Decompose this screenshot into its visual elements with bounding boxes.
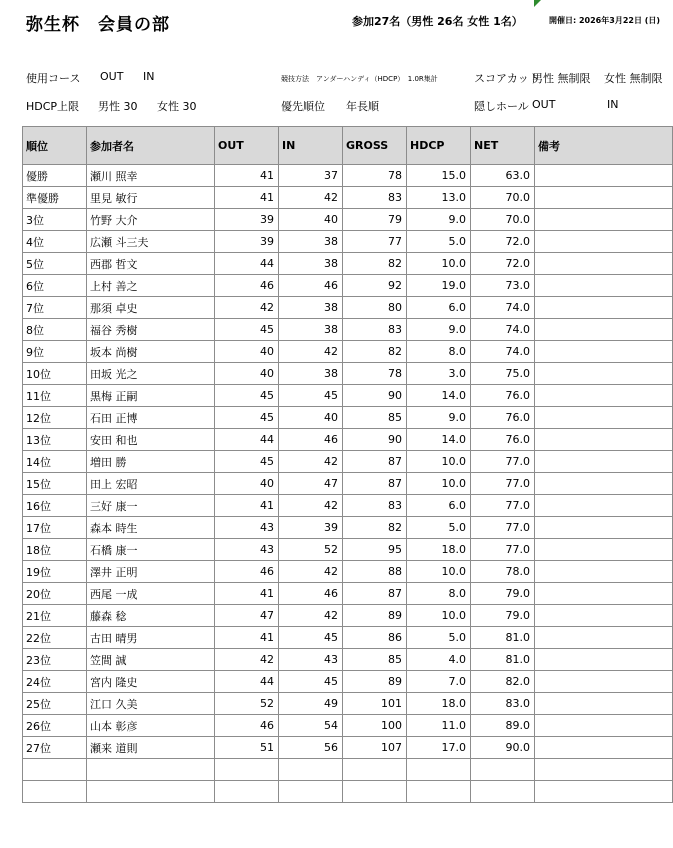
participant-count: 参加27名（男性 26名 女性 1名） [352,15,523,28]
in-cell: 42 [279,495,343,517]
hdcp-cell: 8.0 [407,583,471,605]
out-cell: 44 [215,253,279,275]
table-row [23,693,673,715]
hdcp-limit-label: HDCP上限 [26,100,80,113]
out-cell: 41 [215,495,279,517]
rank-cell: 13位 [23,429,87,451]
table-row [23,451,673,473]
rank-cell: 21位 [23,605,87,627]
out-cell: 41 [215,165,279,187]
notes-cell [535,451,673,473]
name-cell: 田上 宏昭 [87,473,215,495]
notes-cell [535,583,673,605]
in-cell: 38 [279,363,343,385]
in-cell: 45 [279,627,343,649]
out-cell: 43 [215,539,279,561]
rank-cell [23,759,87,781]
net-cell: 76.0 [471,407,535,429]
out-cell: 44 [215,671,279,693]
name-cell: 石橋 康一 [87,539,215,561]
gross-cell: 101 [343,693,407,715]
out-cell: 46 [215,715,279,737]
hdcp-cell: 9.0 [407,407,471,429]
notes-cell [535,737,673,759]
gross-cell: 78 [343,165,407,187]
table-row [23,605,673,627]
hdcp-cell: 5.0 [407,517,471,539]
course-label: 使用コース [26,72,81,85]
gross-cell: 90 [343,429,407,451]
hdcp-cell: 11.0 [407,715,471,737]
priority-value: 年長順 [346,100,379,113]
hdcp-cell: 10.0 [407,473,471,495]
table-row [23,297,673,319]
net-cell [471,781,535,803]
out-cell [215,759,279,781]
name-cell: 安田 和也 [87,429,215,451]
rank-cell: 優勝 [23,165,87,187]
out-cell: 43 [215,517,279,539]
rank-cell: 11位 [23,385,87,407]
notes-cell [535,605,673,627]
table-row [23,363,673,385]
in-cell [279,781,343,803]
in-cell: 38 [279,253,343,275]
name-cell: 瀬来 道則 [87,737,215,759]
gross-cell: 83 [343,495,407,517]
notes-cell [535,319,673,341]
hdcp-cell: 6.0 [407,297,471,319]
in-cell: 39 [279,517,343,539]
net-cell: 78.0 [471,561,535,583]
name-cell: 山本 彰彦 [87,715,215,737]
notes-cell [535,759,673,781]
hdcp-cell: 18.0 [407,693,471,715]
notes-cell [535,385,673,407]
out-cell: 45 [215,385,279,407]
name-cell: 古田 晴男 [87,627,215,649]
net-cell: 76.0 [471,429,535,451]
net-cell: 77.0 [471,473,535,495]
hidden-hole-label: 隠しホール [474,100,529,113]
results-table [22,126,673,803]
net-cell [471,759,535,781]
net-cell: 90.0 [471,737,535,759]
in-cell: 43 [279,649,343,671]
name-cell: 笠間 誠 [87,649,215,671]
name-cell: 江口 久美 [87,693,215,715]
gross-cell: 107 [343,737,407,759]
score-cut-women: 女性 無制限 [604,72,663,85]
gross-cell: 83 [343,187,407,209]
hdcp-cell: 10.0 [407,605,471,627]
table-row [23,341,673,363]
net-cell: 74.0 [471,297,535,319]
table-row [23,209,673,231]
net-cell: 72.0 [471,231,535,253]
header-out: OUT [215,127,279,165]
out-cell: 46 [215,561,279,583]
hidden-hole-out: OUT [532,98,556,111]
out-cell: 40 [215,363,279,385]
in-cell: 40 [279,407,343,429]
corner-marker [534,0,541,7]
rank-cell: 18位 [23,539,87,561]
in-cell: 40 [279,209,343,231]
gross-cell: 79 [343,209,407,231]
hdcp-cell: 17.0 [407,737,471,759]
hdcp-cell: 10.0 [407,451,471,473]
net-cell: 82.0 [471,671,535,693]
hdcp-cell: 15.0 [407,165,471,187]
net-cell: 70.0 [471,187,535,209]
rank-cell: 23位 [23,649,87,671]
name-cell: 上村 善之 [87,275,215,297]
out-cell: 42 [215,649,279,671]
rank-cell [23,781,87,803]
rank-cell: 16位 [23,495,87,517]
in-cell: 54 [279,715,343,737]
out-cell: 44 [215,429,279,451]
rank-cell: 12位 [23,407,87,429]
gross-cell [343,759,407,781]
rank-cell: 19位 [23,561,87,583]
hdcp-cell: 8.0 [407,341,471,363]
notes-cell [535,495,673,517]
net-cell: 75.0 [471,363,535,385]
notes-cell [535,407,673,429]
rank-cell: 26位 [23,715,87,737]
net-cell: 70.0 [471,209,535,231]
table-row [23,715,673,737]
gross-cell: 87 [343,451,407,473]
net-cell: 81.0 [471,627,535,649]
gross-cell: 85 [343,649,407,671]
competition-method: 競技方法 アンダーハンディ（HDCP） 1.0R集計 [281,75,438,83]
gross-cell: 95 [343,539,407,561]
notes-cell [535,539,673,561]
table-row [23,627,673,649]
in-cell: 49 [279,693,343,715]
notes-cell [535,649,673,671]
net-cell: 72.0 [471,253,535,275]
table-row [23,517,673,539]
table-row [23,781,673,803]
table-row [23,385,673,407]
hdcp-cell: 19.0 [407,275,471,297]
rank-cell: 3位 [23,209,87,231]
rank-cell: 24位 [23,671,87,693]
hidden-hole-in: IN [607,98,619,111]
gross-cell: 100 [343,715,407,737]
out-cell: 46 [215,275,279,297]
rank-cell: 27位 [23,737,87,759]
name-cell: 三好 康一 [87,495,215,517]
event-date: 開催日: 2026年3月22日 (日) [549,16,661,25]
out-cell: 39 [215,231,279,253]
out-cell: 52 [215,693,279,715]
table-row [23,539,673,561]
net-cell: 83.0 [471,693,535,715]
page-title: 弥生杯 会員の部 [26,15,170,35]
out-cell: 41 [215,583,279,605]
in-cell: 42 [279,187,343,209]
rank-cell: 準優勝 [23,187,87,209]
notes-cell [535,561,673,583]
in-cell: 45 [279,671,343,693]
name-cell: 田坂 光之 [87,363,215,385]
out-cell: 45 [215,451,279,473]
name-cell: 森本 時生 [87,517,215,539]
table-row [23,759,673,781]
gross-cell: 83 [343,319,407,341]
name-cell: 那須 卓史 [87,297,215,319]
score-cut-label: スコアカット [474,72,540,85]
hdcp-cell [407,759,471,781]
score-cut-men: 男性 無制限 [532,72,591,85]
in-cell: 52 [279,539,343,561]
hdcp-cell: 4.0 [407,649,471,671]
table-row [23,429,673,451]
name-cell: 瀬川 照幸 [87,165,215,187]
in-cell: 46 [279,583,343,605]
table-row [23,561,673,583]
notes-cell [535,517,673,539]
notes-cell [535,165,673,187]
gross-cell: 82 [343,253,407,275]
table-row [23,495,673,517]
net-cell: 77.0 [471,451,535,473]
notes-cell [535,253,673,275]
gross-cell: 80 [343,297,407,319]
hdcp-cell: 14.0 [407,429,471,451]
notes-cell [535,297,673,319]
hdcp-cell: 14.0 [407,385,471,407]
table-row [23,737,673,759]
header-in: IN [279,127,343,165]
gross-cell: 89 [343,671,407,693]
name-cell: 澤井 正明 [87,561,215,583]
notes-cell [535,341,673,363]
table-row [23,473,673,495]
table-row [23,187,673,209]
notes-cell [535,715,673,737]
name-cell [87,781,215,803]
gross-cell: 90 [343,385,407,407]
gross-cell: 82 [343,341,407,363]
net-cell: 79.0 [471,605,535,627]
notes-cell [535,231,673,253]
hdcp-cell: 7.0 [407,671,471,693]
in-cell: 46 [279,275,343,297]
notes-cell [535,671,673,693]
table-row [23,671,673,693]
out-cell: 40 [215,341,279,363]
net-cell: 74.0 [471,319,535,341]
name-cell: 宮内 隆史 [87,671,215,693]
hdcp-cell: 13.0 [407,187,471,209]
name-cell: 西郡 哲文 [87,253,215,275]
net-cell: 63.0 [471,165,535,187]
hdcp-cell: 18.0 [407,539,471,561]
out-cell: 47 [215,605,279,627]
rank-cell: 14位 [23,451,87,473]
net-cell: 77.0 [471,517,535,539]
name-cell: 黒梅 正嗣 [87,385,215,407]
rank-cell: 8位 [23,319,87,341]
name-cell: 藤森 稔 [87,605,215,627]
out-cell: 42 [215,297,279,319]
gross-cell: 85 [343,407,407,429]
in-cell: 37 [279,165,343,187]
out-cell: 45 [215,319,279,341]
table-row [23,319,673,341]
rank-cell: 6位 [23,275,87,297]
name-cell: 増田 勝 [87,451,215,473]
out-cell: 45 [215,407,279,429]
in-cell [279,759,343,781]
header-rank: 順位 [23,127,87,165]
in-cell: 42 [279,561,343,583]
name-cell [87,759,215,781]
in-cell: 56 [279,737,343,759]
rank-cell: 20位 [23,583,87,605]
hdcp-cell: 6.0 [407,495,471,517]
gross-cell: 82 [343,517,407,539]
notes-cell [535,627,673,649]
name-cell: 石田 正博 [87,407,215,429]
gross-cell: 87 [343,473,407,495]
name-cell: 西尾 一成 [87,583,215,605]
table-row [23,407,673,429]
out-cell: 41 [215,627,279,649]
rank-cell: 17位 [23,517,87,539]
rank-cell: 22位 [23,627,87,649]
notes-cell [535,473,673,495]
rank-cell: 9位 [23,341,87,363]
table-row [23,165,673,187]
hdcp-cell: 3.0 [407,363,471,385]
hdcp-limit-men: 男性 30 [98,100,138,113]
notes-cell [535,209,673,231]
hdcp-cell: 5.0 [407,231,471,253]
rank-cell: 5位 [23,253,87,275]
name-cell: 里見 敏行 [87,187,215,209]
header-name: 参加者名 [87,127,215,165]
header-hdcp: HDCP [407,127,471,165]
rank-cell: 25位 [23,693,87,715]
notes-cell [535,781,673,803]
hdcp-cell: 5.0 [407,627,471,649]
notes-cell [535,275,673,297]
notes-cell [535,693,673,715]
table-row [23,583,673,605]
course-in: IN [143,70,155,83]
notes-cell [535,429,673,451]
gross-cell [343,781,407,803]
hdcp-cell: 10.0 [407,253,471,275]
hdcp-cell: 10.0 [407,561,471,583]
table-row [23,253,673,275]
gross-cell: 87 [343,583,407,605]
name-cell: 福谷 秀樹 [87,319,215,341]
in-cell: 45 [279,385,343,407]
net-cell: 77.0 [471,539,535,561]
in-cell: 42 [279,341,343,363]
rank-cell: 15位 [23,473,87,495]
rank-cell: 7位 [23,297,87,319]
net-cell: 76.0 [471,385,535,407]
net-cell: 81.0 [471,649,535,671]
table-row [23,649,673,671]
out-cell: 39 [215,209,279,231]
hdcp-limit-women: 女性 30 [157,100,197,113]
out-cell: 40 [215,473,279,495]
gross-cell: 88 [343,561,407,583]
header-net: NET [471,127,535,165]
gross-cell: 78 [343,363,407,385]
gross-cell: 89 [343,605,407,627]
name-cell: 広瀬 斗三夫 [87,231,215,253]
gross-cell: 92 [343,275,407,297]
net-cell: 79.0 [471,583,535,605]
in-cell: 47 [279,473,343,495]
net-cell: 89.0 [471,715,535,737]
notes-cell [535,187,673,209]
name-cell: 竹野 大介 [87,209,215,231]
net-cell: 74.0 [471,341,535,363]
in-cell: 42 [279,451,343,473]
hdcp-cell [407,781,471,803]
in-cell: 42 [279,605,343,627]
in-cell: 46 [279,429,343,451]
table-header-row [23,127,673,165]
out-cell: 41 [215,187,279,209]
out-cell [215,781,279,803]
out-cell: 51 [215,737,279,759]
in-cell: 38 [279,297,343,319]
header-gross: GROSS [343,127,407,165]
net-cell: 77.0 [471,495,535,517]
table-row [23,231,673,253]
table-row [23,275,673,297]
in-cell: 38 [279,319,343,341]
hdcp-cell: 9.0 [407,319,471,341]
name-cell: 坂本 尚樹 [87,341,215,363]
rank-cell: 10位 [23,363,87,385]
course-out: OUT [100,70,124,83]
notes-cell [535,363,673,385]
gross-cell: 86 [343,627,407,649]
header-notes: 備考 [535,127,673,165]
rank-cell: 4位 [23,231,87,253]
in-cell: 38 [279,231,343,253]
priority-label: 優先順位 [281,100,325,113]
gross-cell: 77 [343,231,407,253]
net-cell: 73.0 [471,275,535,297]
hdcp-cell: 9.0 [407,209,471,231]
